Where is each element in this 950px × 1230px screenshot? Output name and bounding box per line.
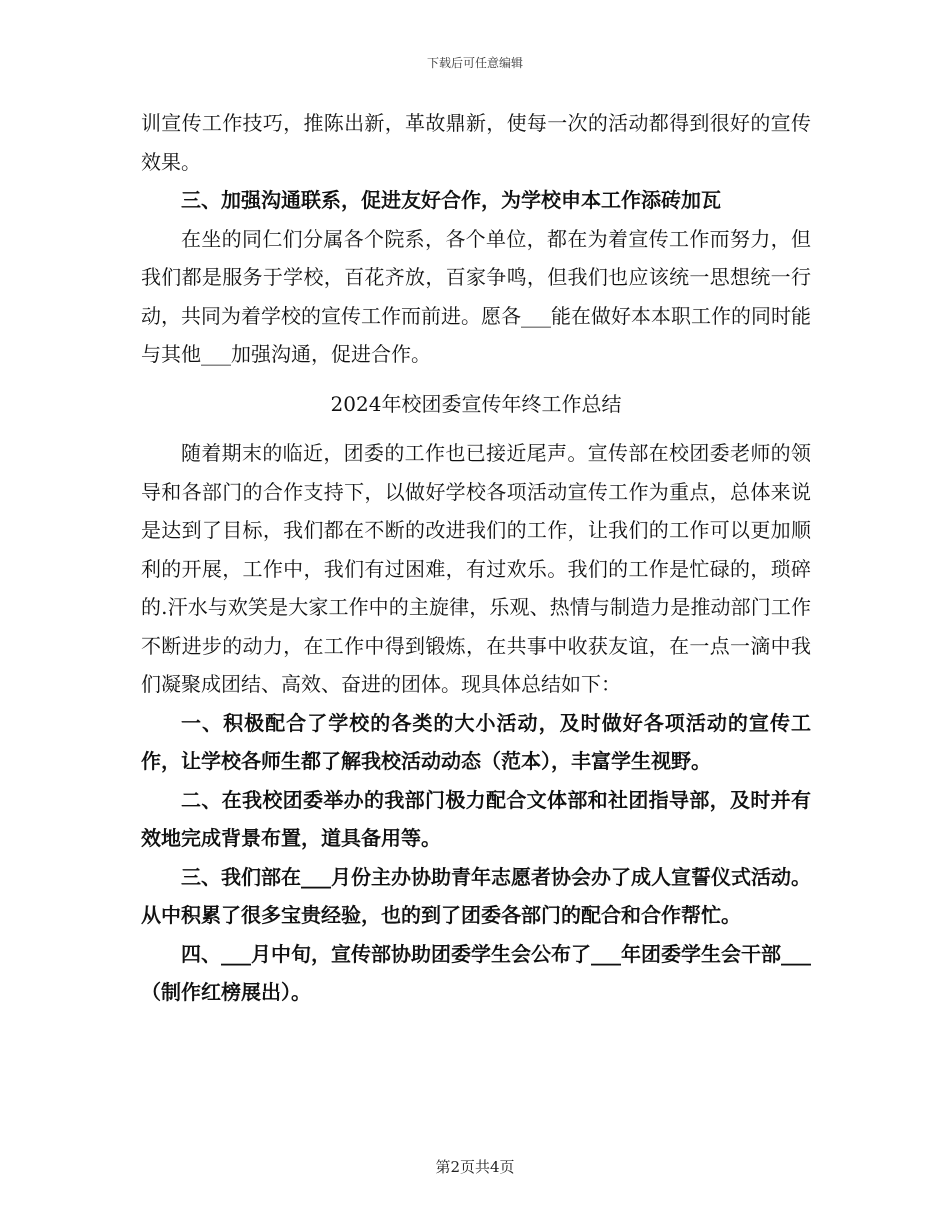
summary-item-1: 一、积极配合了学校的各类的大小活动，及时做好各项活动的宣传工作，让学校各师生都了解我校活动动态（范本），丰富学生视野。 [141, 710, 811, 773]
section-heading-3: 三、加强沟通联系，促进友好合作，为学校申本工作添砖加瓦 [181, 188, 721, 212]
summary-item-4: 四、___月中旬，宣传部协助团委学生会公布了___年团委学生会干部___（制作红榜展出）。 [141, 941, 811, 1004]
page-header: 下载后可任意编辑 [426, 56, 523, 70]
page-footer: 第2页共4页 [435, 1158, 515, 1176]
paragraph-continued: 训宣传工作技巧，推陈出新，革故鼎新，使每一次的活动都得到很好的宣传效果。 [141, 111, 811, 174]
paragraph: 在坐的同仁们分属各个院系，各个单位，都在为着宣传工作而努力，但我们都是服务于学校，百花齐放，百家争鸣，但我们也应该统一思想统一行动，共同为着学校的宣传工作而前进。愿各___能在做好本本职工作的同时能与其他___加强沟通，促进合作。 [141, 226, 811, 366]
summary-item-2: 二、在我校团委举办的我部门极力配合文体部和社团指导部，及时并有效地完成背景布置，道具备用等。 [141, 787, 811, 850]
article-title: 2024年校团委宣传年终工作总结 [330, 391, 622, 416]
document-body [141, 104, 811, 1012]
summary-item-3: 三、我们部在___月份主办协助青年志愿者协会办了成人宣誓仪式活动。从中积累了很多宝贵经验，也的到了团委各部门的配合和合作帮忙。 [141, 864, 811, 927]
intro-paragraph: 随着期末的临近，团委的工作也已接近尾声。宣传部在校团委老师的领导和各部门的合作支持下，以做好学校各项活动宣传工作为重点，总体来说是达到了目标，我们都在不断的改进我们的工作，让我们的工作可以更加顺利的开展，工作中，我们有过困难，有过欢乐。我们的工作是忙碌的，琐碎的.汗水与欢笑是大家工作中的主旋律，乐观、热情与制造力是推动部门工作不断进步的动力，在工作中得到锻炼，在共事中收获友谊，在一点一滴中我们凝聚成团结、高效、奋进的团体。现具体总结如下： [141, 441, 811, 696]
